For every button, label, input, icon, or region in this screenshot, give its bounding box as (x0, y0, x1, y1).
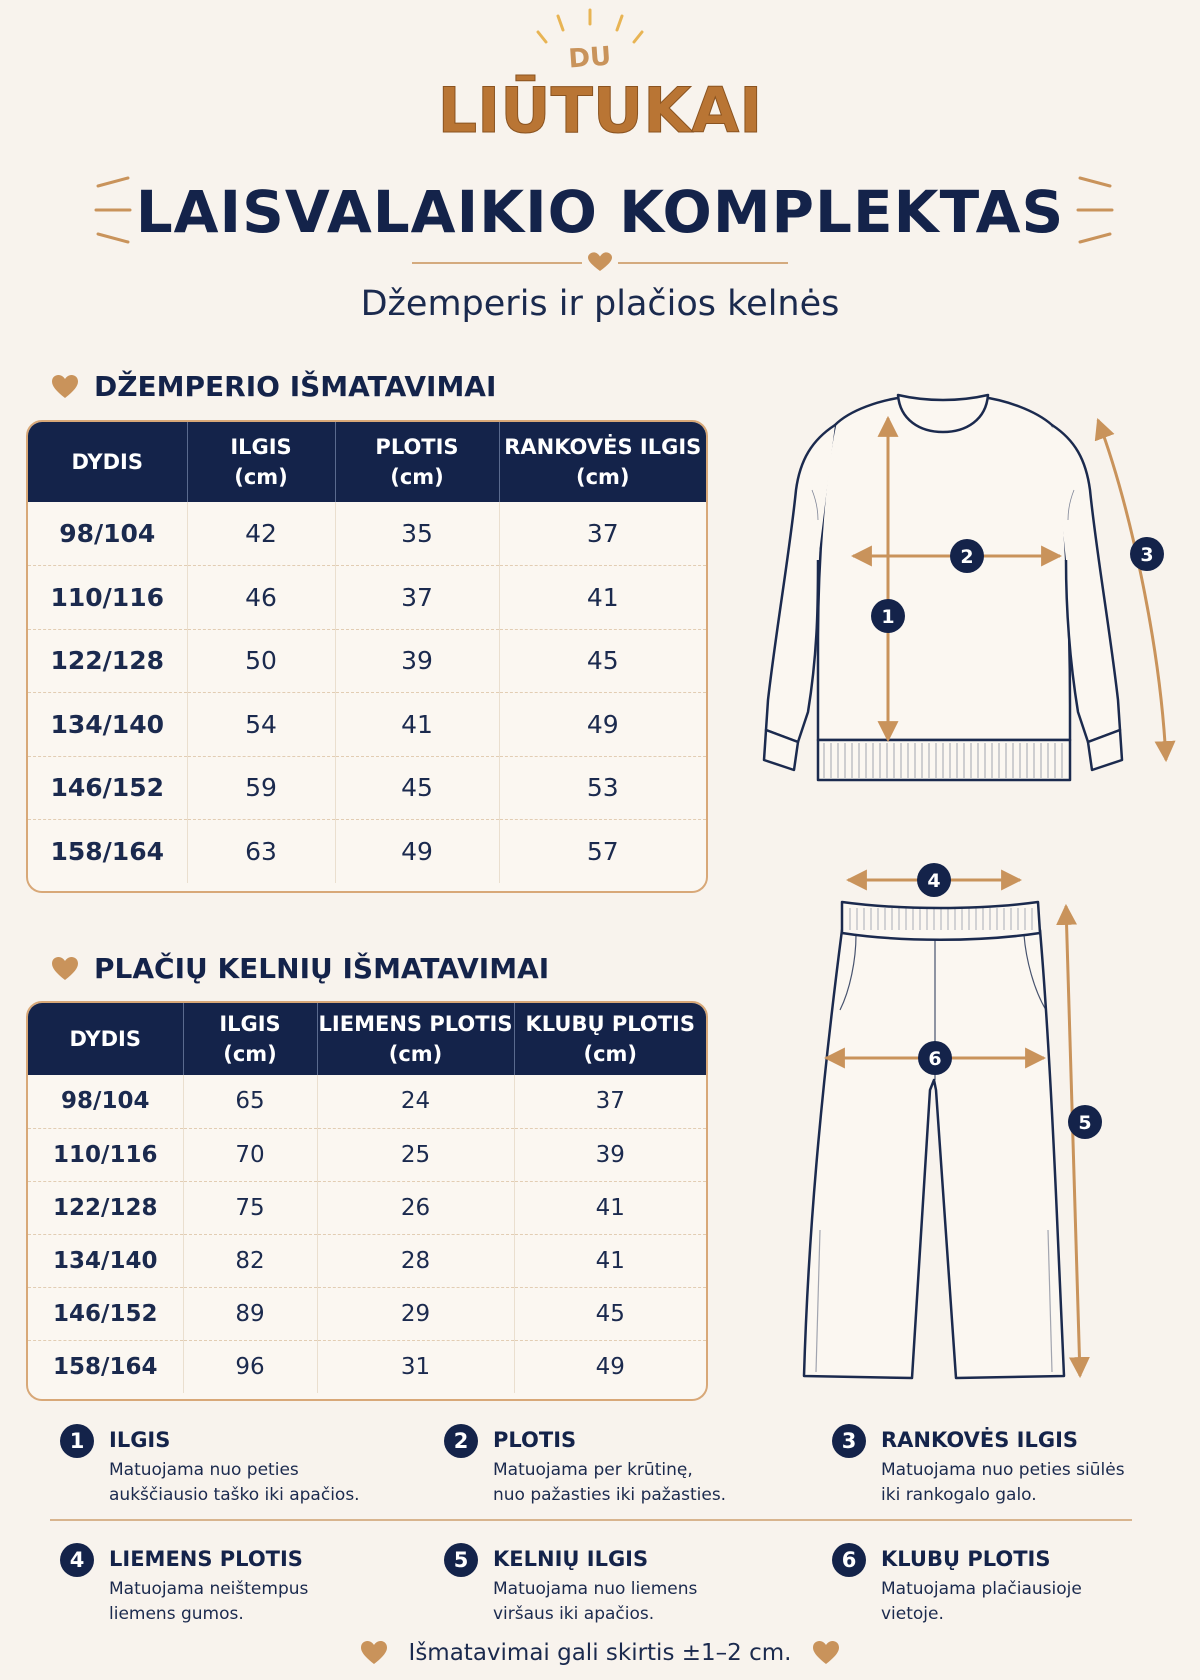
value-cell: 42 (187, 502, 335, 566)
value-cell: 49 (499, 693, 706, 757)
value-cell: 29 (317, 1287, 514, 1340)
value-cell: 39 (335, 629, 499, 693)
brand-logo (0, 0, 1200, 160)
svg-text:1: 1 (881, 606, 895, 628)
table-row (28, 1181, 706, 1234)
col-header-size: DYDIS (28, 1003, 183, 1075)
legend-number: 1 (60, 1424, 94, 1458)
value-cell: 75 (183, 1181, 317, 1234)
legend-title: RANKOVĖS ILGIS (881, 1428, 1079, 1452)
value-cell: 26 (317, 1181, 514, 1234)
table-row (28, 1075, 706, 1128)
heart-divider (412, 252, 788, 274)
value-cell: 65 (183, 1075, 317, 1128)
size-cell: 122/128 (28, 629, 187, 693)
pants-section-title: PLAČIŲ KELNIŲ IŠMATAVIMAI (94, 952, 550, 985)
size-cell: 134/140 (28, 693, 187, 757)
legend-divider (50, 1519, 1132, 1521)
heart-icon (52, 957, 78, 981)
table-row (28, 502, 706, 566)
table-row (28, 566, 706, 630)
size-cell: 158/164 (50, 837, 164, 866)
legend-title: ILGIS (109, 1428, 171, 1452)
value-cell: 28 (317, 1234, 514, 1287)
value-cell: 57 (499, 820, 706, 884)
svg-text:6: 6 (928, 1048, 942, 1070)
size-cell: 158/164 (53, 1353, 158, 1380)
svg-text:3: 3 (1140, 544, 1154, 566)
value-cell: 54 (187, 693, 335, 757)
size-cell: 146/152 (28, 1287, 183, 1340)
sweater-section-title: DŽEMPERIO IŠMATAVIMAI (94, 370, 497, 403)
value-cell: 41 (499, 566, 706, 630)
value-cell: 45 (499, 629, 706, 693)
size-cell: 98/104 (28, 1075, 183, 1128)
table-row (28, 1128, 706, 1181)
value-cell: 82 (183, 1234, 317, 1287)
value-cell: 31 (317, 1340, 514, 1393)
col-header-hip-width: KLUBŲ PLOTIS (cm) (514, 1003, 706, 1075)
legend-number: 5 (444, 1543, 478, 1577)
size-cell: 98/104 (28, 502, 187, 566)
table-row (28, 1234, 706, 1287)
col-header-width: PLOTIS (cm) (335, 422, 499, 502)
value-cell: 37 (499, 502, 706, 566)
col-header-waist-width: LIEMENS PLOTIS (cm) (317, 1003, 514, 1075)
marker-3 (1130, 537, 1164, 571)
value-cell: 41 (335, 693, 499, 757)
marker-5 (1068, 1105, 1102, 1139)
svg-text:2: 2 (960, 546, 974, 568)
legend-description: Matuojama plačiausioje vietoje. (881, 1579, 1082, 1624)
value-cell: 37 (335, 566, 499, 630)
sweater-diagram (740, 380, 1180, 800)
marker-4 (917, 863, 951, 897)
legend-description: Matuojama nuo peties siūlės iki rankogalo galo. (881, 1460, 1125, 1505)
heart-icon (52, 375, 78, 399)
value-cell: 49 (335, 820, 499, 884)
col-header-length: ILGIS (cm) (183, 1003, 317, 1075)
legend-title: PLOTIS (493, 1428, 577, 1452)
value-cell: 53 (499, 756, 706, 820)
legend-title: LIEMENS PLOTIS (109, 1547, 303, 1571)
col-header-length: ILGIS (cm) (187, 422, 335, 502)
page-title: LAISVALAIKIO KOMPLEKTAS (135, 178, 1065, 246)
size-cell: 146/152 (28, 756, 187, 820)
legend-number: 4 (60, 1543, 94, 1577)
legend-title: KELNIŲ ILGIS (493, 1547, 649, 1571)
size-cell: 110/116 (28, 566, 187, 630)
legend-description: Matuojama per krūtinę, nuo pažasties iki pažasties. (493, 1460, 727, 1505)
size-cell: 134/140 (28, 1234, 183, 1287)
value-cell: 41 (514, 1181, 706, 1234)
table-row (28, 756, 706, 820)
value-cell: 63 (187, 820, 335, 884)
svg-text:LIŪTUKAI: LIŪTUKAI (437, 74, 763, 147)
svg-text:5: 5 (1078, 1112, 1092, 1134)
pants-size-table (26, 1001, 708, 1401)
sweater-size-table (26, 420, 708, 893)
value-cell: 50 (187, 629, 335, 693)
table-row (28, 1287, 706, 1340)
value-cell: 24 (317, 1075, 514, 1128)
sweater-section-heading (52, 370, 496, 403)
marker-1 (871, 599, 905, 633)
col-header-size: DYDIS (28, 422, 187, 502)
value-cell: 45 (335, 756, 499, 820)
title-sparkle-left (92, 176, 136, 244)
table-row (28, 1340, 706, 1393)
value-cell: 49 (514, 1340, 706, 1393)
legend-number: 2 (444, 1424, 478, 1458)
col-header-sleeve-length: RANKOVĖS ILGIS (cm) (499, 422, 706, 502)
table-row (28, 629, 706, 693)
legend-title: KLUBŲ PLOTIS (881, 1547, 1051, 1571)
value-cell: 25 (317, 1128, 514, 1181)
pants-diagram (780, 850, 1110, 1390)
value-cell: 37 (514, 1075, 706, 1128)
value-cell: 35 (335, 502, 499, 566)
legend-number: 6 (832, 1543, 866, 1577)
value-cell: 96 (183, 1340, 317, 1393)
title-sparkle-right (1072, 176, 1116, 244)
legend-description: Matuojama nuo peties aukščiausio taško iki apačios. (109, 1460, 360, 1505)
value-cell: 41 (514, 1234, 706, 1287)
footer-text: Išmatavimai gali skirtis ±1–2 cm. (408, 1640, 792, 1666)
svg-text:DU: DU (567, 41, 613, 75)
legend-number: 3 (832, 1424, 866, 1458)
marker-6 (918, 1041, 952, 1075)
size-cell: 122/128 (28, 1181, 183, 1234)
table-row (28, 693, 706, 757)
footer-note (0, 1640, 1200, 1666)
marker-2 (950, 539, 984, 573)
heart-icon (361, 1641, 387, 1665)
value-cell: 59 (187, 756, 335, 820)
pants-section-heading (52, 952, 549, 985)
value-cell: 89 (183, 1287, 317, 1340)
size-cell: 110/116 (28, 1128, 183, 1181)
value-cell: 46 (187, 566, 335, 630)
page-subtitle: Džemperis ir plačios kelnės (360, 284, 840, 324)
value-cell: 45 (514, 1287, 706, 1340)
heart-icon (813, 1641, 839, 1665)
svg-text:4: 4 (927, 870, 941, 892)
value-cell: 70 (183, 1128, 317, 1181)
legend-description: Matuojama neištempus liemens gumos. (109, 1579, 309, 1624)
value-cell: 39 (514, 1128, 706, 1181)
legend-description: Matuojama nuo liemens viršaus iki apačios. (493, 1579, 698, 1624)
table-row (28, 820, 706, 884)
